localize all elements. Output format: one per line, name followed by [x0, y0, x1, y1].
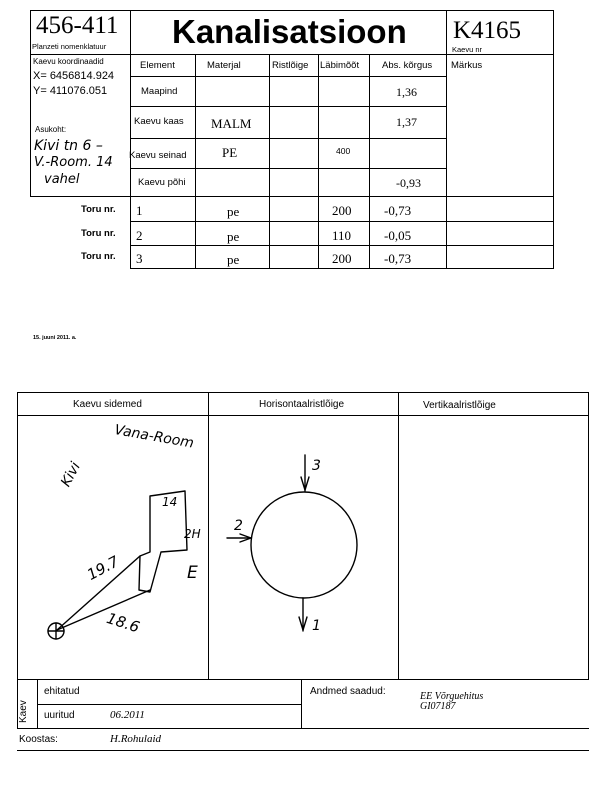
well-number: K4165 — [453, 17, 522, 44]
well-number-label: Kaevu nr — [452, 45, 483, 54]
pipe-diameter: 110 — [332, 228, 352, 243]
row-material: MALM — [211, 116, 252, 131]
col-diameter: Läbimõõt — [320, 60, 360, 71]
page-title: Kanalisatsioon — [172, 13, 407, 50]
distance-18-6: 18.6 — [104, 609, 142, 637]
pipe-diameter: 200 — [332, 203, 352, 218]
author-label: Koostas: — [19, 734, 58, 745]
row-element: Kaevu kaas — [134, 116, 184, 127]
row-element: Kaevu seinad — [129, 150, 187, 161]
vertical-header: Vertikaalristlõige — [423, 400, 496, 411]
row-level: -0,93 — [396, 176, 421, 190]
pipe-material: pe — [227, 252, 240, 267]
street-kivi: Kivi — [58, 459, 84, 490]
pipe-material: pe — [227, 229, 240, 244]
street-vana-room: Vana-Room — [113, 422, 196, 452]
built-label: ehitatud — [44, 686, 80, 697]
col-element: Element — [140, 60, 175, 71]
pipe-num: 1 — [136, 203, 143, 218]
coords-label: Kaevu koordinaadid — [33, 57, 104, 66]
pipe-2-label: 2 — [234, 518, 243, 534]
nomenclature-label: Planzeti nomenklatuur — [32, 42, 107, 51]
ties-header: Kaevu sidemed — [73, 399, 142, 410]
data-source-company: EE Võrguehitus — [420, 691, 484, 702]
letter-e: E — [187, 563, 198, 583]
pipe-num: 2 — [136, 228, 143, 243]
row-element: Maapind — [141, 86, 178, 97]
row-level: 1,36 — [396, 85, 417, 99]
pipe-level: -0,73 — [384, 251, 412, 266]
pipe-diameter: 200 — [332, 251, 352, 266]
row-level: 1,37 — [396, 115, 417, 129]
location-line1: Kivi tn 6 – — [34, 138, 103, 154]
pipe-label: Toru nr. — [81, 204, 116, 215]
well-circle — [251, 492, 357, 598]
col-notes: Märkus — [451, 60, 483, 71]
location-label: Asukoht: — [35, 125, 67, 134]
document-date: 15. juuni 2011. a. — [33, 335, 77, 341]
row-diameter: 400 — [336, 146, 351, 156]
row-material: PE — [222, 145, 238, 160]
row-element: Kaevu põhi — [138, 177, 186, 188]
pipe-label: Toru nr. — [81, 251, 116, 262]
coord-x: X= 6456814.924 — [33, 70, 115, 82]
distance-14: 14 — [162, 495, 178, 509]
col-cross: Ristlõige — [272, 60, 309, 71]
pipe-label: Toru nr. — [81, 228, 116, 239]
surveyed-label: uuritud — [44, 710, 75, 721]
pipe-1-label: 1 — [312, 618, 321, 634]
author-name: H.Rohulaid — [110, 733, 162, 745]
distance-19-7: 19.7 — [84, 552, 122, 584]
distance-2h: 2H — [184, 527, 201, 541]
location-line3: vahel — [44, 172, 80, 187]
data-source-id: GI07187 — [420, 701, 456, 712]
surveyed-date: 06.2011 — [110, 709, 145, 721]
pipe-level: -0,05 — [384, 228, 412, 243]
horizontal-header: Horisontaalristlõige — [259, 399, 345, 410]
nomenclature: 456-411 — [36, 12, 119, 39]
col-level: Abs. kõrgus — [382, 60, 433, 71]
coord-y: Y= 411076.051 — [33, 85, 108, 97]
location-line2: V.-Room. 14 — [34, 155, 113, 170]
pipe-material: pe — [227, 204, 240, 219]
data-source-label: Andmed saadud: — [310, 686, 386, 697]
col-material: Materjal — [207, 60, 241, 71]
kaev-label: Kaev — [18, 700, 29, 723]
pipe-level: -0,73 — [384, 203, 412, 218]
pipe-num: 3 — [136, 251, 143, 266]
pipe-3-label: 3 — [312, 458, 321, 474]
